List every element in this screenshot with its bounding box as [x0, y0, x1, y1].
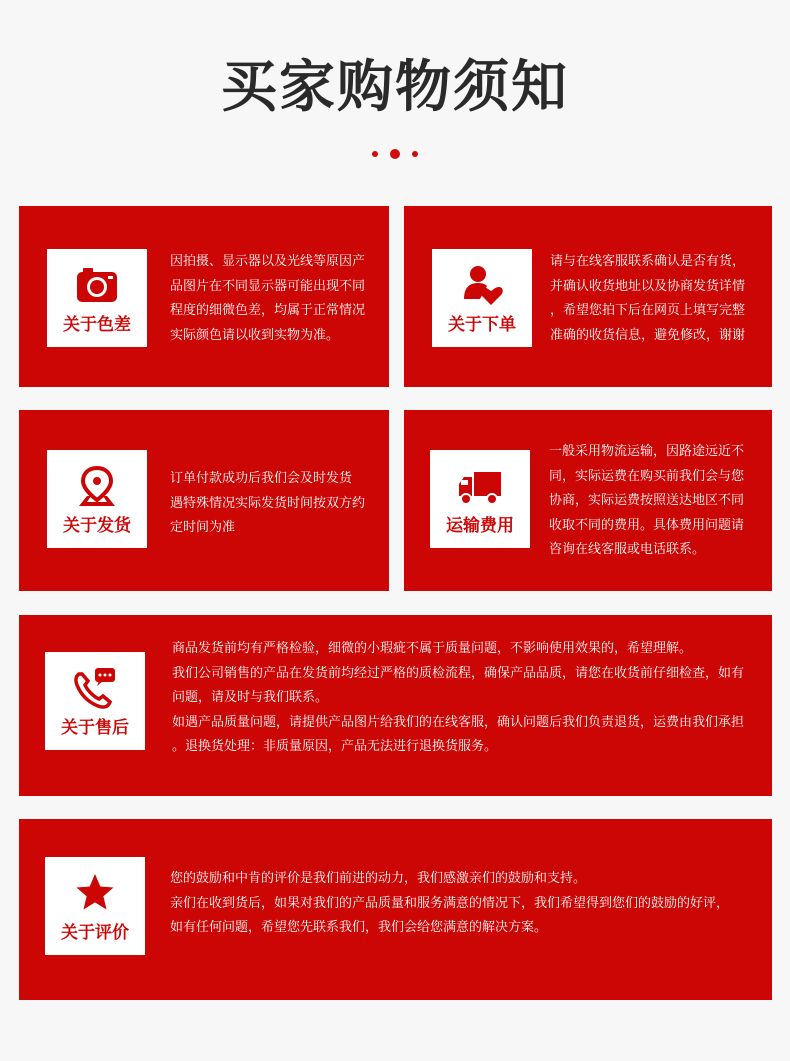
- text-line: 收取不同的费用。具体费用问题请: [549, 517, 745, 533]
- location-pin-icon: [75, 464, 119, 508]
- section-text: [550, 250, 766, 348]
- text-line: 协商，实际运费按照送达地区不同: [549, 493, 745, 508]
- text-line: 准确的收货信息，避免修改，谢谢: [550, 327, 746, 343]
- section-label: 运输费用: [446, 516, 514, 536]
- text-line: ，希望您拍下后在网页上填写完整: [550, 303, 746, 318]
- review-badge: [45, 857, 145, 955]
- camera-icon: [75, 263, 119, 307]
- text-line: 一般采用物流运输，因路途远近不: [549, 444, 745, 459]
- shipping-badge: [47, 450, 147, 548]
- title-divider-dots: [372, 149, 418, 159]
- divider-dot: [390, 149, 400, 159]
- text-line: 亲们在收到货后，如果对我们的产品质量和服务满意的情况下，我们希望得到您们的鼓励的好评，: [170, 895, 730, 911]
- text-line: 遇特殊情况实际发货时间按双方约: [170, 495, 366, 511]
- section-label: 关于评价: [61, 923, 129, 943]
- text-line: 并确认收货地址以及协商发货详情: [550, 278, 746, 294]
- review-card: [19, 819, 772, 1000]
- text-line: 程度的细微色差，均属于正常情况: [170, 303, 366, 318]
- text-line: 问题，请及时与我们联系。: [172, 690, 329, 705]
- truck-icon: [458, 464, 502, 508]
- text-line: 品图片在不同显示器可能出现不同: [170, 278, 366, 294]
- divider-dot: [412, 151, 418, 157]
- section-text: [170, 867, 767, 941]
- section-label: 关于下单: [448, 315, 516, 335]
- text-line: 请与在线客服联系确认是否有货，: [550, 254, 746, 269]
- freight-card: [404, 410, 772, 591]
- after-sales-badge: [45, 652, 145, 750]
- section-label: 关于发货: [63, 516, 131, 536]
- text-line: 因拍摄、显示器以及光线等原因产: [170, 254, 366, 269]
- section-text: [170, 467, 382, 541]
- ordering-badge: [432, 249, 532, 347]
- section-text: [170, 250, 380, 348]
- text-line: 。退换货处理：非质量原因，产品无法进行退换货服务。: [172, 739, 498, 754]
- text-line: 订单付款成功后我们会及时发货: [170, 471, 353, 486]
- ordering-card: [404, 206, 772, 387]
- user-heart-icon: [460, 263, 504, 307]
- text-line: 咨询在线客服或电话联系。: [549, 542, 706, 557]
- phone-chat-icon: [73, 666, 117, 710]
- section-text: [549, 440, 767, 563]
- text-line: 如遇产品质量问题，请提供产品图片给我们的在线客服，确认问题后我们负责退货，运费由我们承担: [172, 714, 745, 730]
- text-line: 您的鼓励和中肯的评价是我们前进的动力，我们感激亲们的鼓励和支持。: [170, 871, 587, 886]
- text-line: 如有任何问题，希望您先联系我们，我们会给您满意的解决方案。: [170, 920, 548, 935]
- text-line: 我们公司销售的产品在发货前均经过严格的质检流程，确保产品品质，请您在收货前仔细检查，如有: [172, 665, 745, 681]
- text-line: 同，实际运费在购买前我们会与您: [549, 468, 745, 484]
- after-sales-card: [19, 615, 772, 796]
- text-line: 定时间为准: [170, 520, 236, 535]
- text-line: 商品发货前均有严格检验，细微的小瑕疵不属于质量问题，不影响使用效果的，希望理解。: [172, 641, 693, 656]
- section-label: 关于售后: [61, 718, 129, 738]
- text-line: 实际颜色请以收到实物为准。: [170, 327, 340, 343]
- section-text: [172, 637, 767, 760]
- freight-badge: [430, 450, 530, 548]
- shipping-card: [19, 410, 389, 591]
- color-difference-card: [19, 206, 389, 387]
- divider-dot: [372, 151, 378, 157]
- star-icon: [73, 871, 117, 915]
- section-label: 关于色差: [63, 315, 131, 335]
- color-difference-badge: [47, 249, 147, 347]
- page-title: 买家购物须知: [221, 55, 569, 120]
